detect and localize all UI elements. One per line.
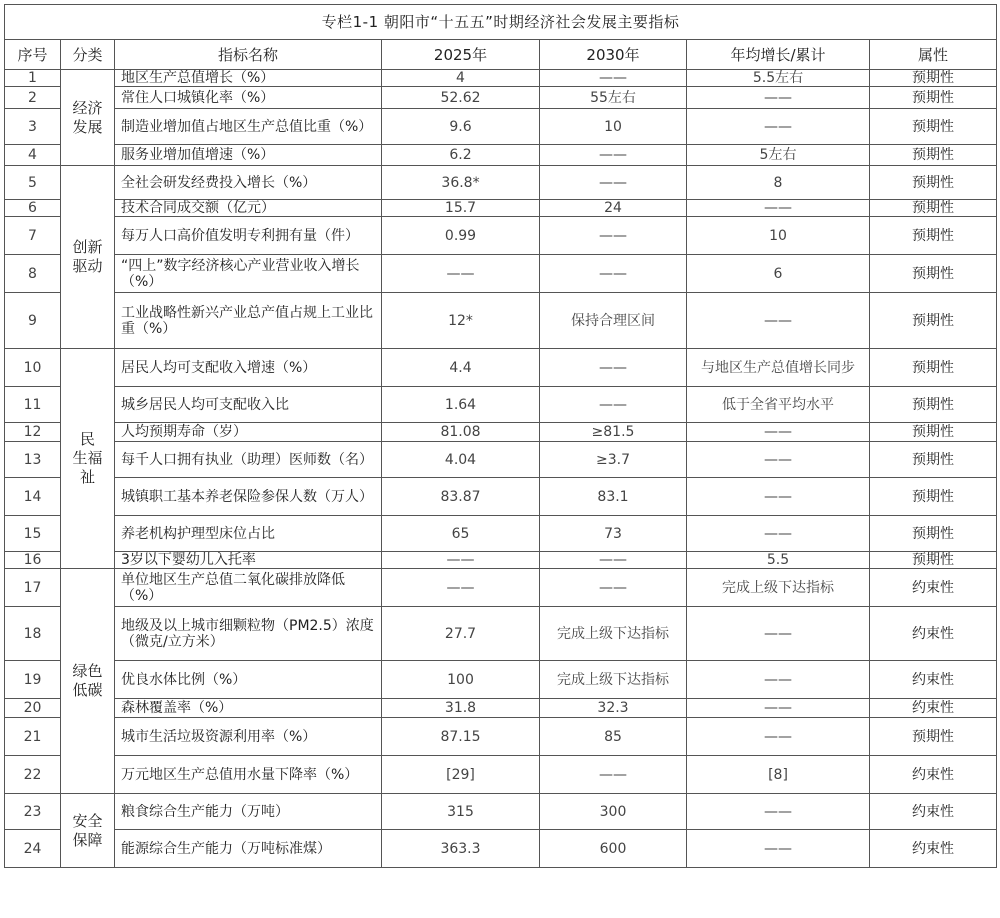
value-2025: 36.8* [382,166,540,200]
table-row [5,794,997,830]
value-2030: 24 [540,200,687,217]
attribute-value: 预期性 [870,217,997,255]
indicator-table [4,4,997,868]
row-seq: 6 [5,200,61,217]
row-seq: 20 [5,699,61,718]
attribute-value: 约束性 [870,607,997,661]
category-label: 经济发展 [72,98,103,136]
table-row [5,661,997,699]
value-2030: 83.1 [540,478,687,516]
row-seq: 4 [5,145,61,166]
value-2025: 12* [382,293,540,349]
growth-value: —— [687,423,870,442]
table-row [5,756,997,794]
value-2025: —— [382,569,540,607]
indicator-name: 3岁以下婴幼儿入托率 [115,552,382,569]
attribute-value: 预期性 [870,87,997,109]
value-2030: ≥81.5 [540,423,687,442]
row-seq: 24 [5,830,61,868]
value-2030: —— [540,70,687,87]
value-2025: 83.87 [382,478,540,516]
value-2025: 4.4 [382,349,540,387]
attribute-value: 预期性 [870,552,997,569]
row-seq: 13 [5,442,61,478]
value-2025: —— [382,255,540,293]
table-row [5,293,997,349]
growth-value: 完成上级下达指标 [687,569,870,607]
indicator-name: “四上”数字经济核心产业营业收入增长（%） [115,255,382,293]
attribute-value: 约束性 [870,794,997,830]
indicator-name: 城镇职工基本养老保险参保人数（万人） [115,478,382,516]
value-2030: 完成上级下达指标 [540,607,687,661]
header-2030: 2030年 [540,40,687,70]
row-seq: 15 [5,516,61,552]
indicator-name: 粮食综合生产能力（万吨） [115,794,382,830]
table-row [5,442,997,478]
table-row [5,699,997,718]
indicator-name: 全社会研发经费投入增长（%） [115,166,382,200]
value-2030: —— [540,217,687,255]
table-row [5,217,997,255]
attribute-value: 预期性 [870,293,997,349]
table-row [5,387,997,423]
growth-value: —— [687,699,870,718]
table-row [5,87,997,109]
value-2030: —— [540,255,687,293]
growth-value: —— [687,442,870,478]
value-2025: [29] [382,756,540,794]
growth-value: —— [687,293,870,349]
category-green [61,569,115,794]
value-2025: 81.08 [382,423,540,442]
table-row [5,607,997,661]
row-seq: 2 [5,87,61,109]
value-2030: 完成上级下达指标 [540,661,687,699]
category-label: 民 生福祉 [72,430,103,486]
table-row [5,255,997,293]
attribute-value: 预期性 [870,718,997,756]
attribute-value: 预期性 [870,423,997,442]
row-seq: 17 [5,569,61,607]
category-economy [61,70,115,166]
table-row [5,718,997,756]
value-2025: 27.7 [382,607,540,661]
row-seq: 22 [5,756,61,794]
title-row [5,5,997,40]
growth-value: —— [687,200,870,217]
value-2030: —— [540,569,687,607]
value-2030: 300 [540,794,687,830]
growth-value: —— [687,794,870,830]
indicator-name: 每千人口拥有执业（助理）医师数（名） [115,442,382,478]
table-row [5,569,997,607]
table-row [5,478,997,516]
indicator-name: 优良水体比例（%） [115,661,382,699]
header-seq: 序号 [5,40,61,70]
value-2025: 65 [382,516,540,552]
attribute-value: 预期性 [870,387,997,423]
attribute-value: 约束性 [870,661,997,699]
attribute-value: 预期性 [870,442,997,478]
value-2030: ≥3.7 [540,442,687,478]
growth-value: 6 [687,255,870,293]
row-seq: 3 [5,109,61,145]
attribute-value: 约束性 [870,830,997,868]
growth-value: 低于全省平均水平 [687,387,870,423]
attribute-value: 约束性 [870,756,997,794]
value-2025: 363.3 [382,830,540,868]
attribute-value: 约束性 [870,699,997,718]
value-2030: 10 [540,109,687,145]
indicator-name: 工业战略性新兴产业总产值占规上工业比重（%） [115,293,382,349]
value-2030: 32.3 [540,699,687,718]
value-2030: —— [540,166,687,200]
attribute-value: 预期性 [870,109,997,145]
value-2030: —— [540,552,687,569]
indicator-name: 城乡居民人均可支配收入比 [115,387,382,423]
category-label: 安全保障 [72,811,103,849]
indicator-name: 每万人口高价值发明专利拥有量（件） [115,217,382,255]
row-seq: 12 [5,423,61,442]
header-growth: 年均增长/累计 [687,40,870,70]
growth-value: —— [687,516,870,552]
value-2025: —— [382,552,540,569]
indicator-name: 养老机构护理型床位占比 [115,516,382,552]
value-2025: 6.2 [382,145,540,166]
growth-value: —— [687,478,870,516]
attribute-value: 约束性 [870,569,997,607]
attribute-value: 预期性 [870,516,997,552]
header-row [5,40,997,70]
value-2025: 87.15 [382,718,540,756]
table-row [5,516,997,552]
row-seq: 7 [5,217,61,255]
category-label: 创新驱动 [72,238,103,275]
growth-value: 与地区生产总值增长同步 [687,349,870,387]
indicator-name: 地级及以上城市细颗粒物（PM2.5）浓度（微克/立方米） [115,607,382,661]
table-row [5,70,997,87]
growth-value: —— [687,830,870,868]
header-2025: 2025年 [382,40,540,70]
row-seq: 21 [5,718,61,756]
attribute-value: 预期性 [870,478,997,516]
attribute-value: 预期性 [870,145,997,166]
indicator-name: 地区生产总值增长（%） [115,70,382,87]
value-2030: 保持合理区间 [540,293,687,349]
value-2025: 100 [382,661,540,699]
growth-value: [8] [687,756,870,794]
row-seq: 5 [5,166,61,200]
value-2025: 4.04 [382,442,540,478]
value-2030: —— [540,349,687,387]
attribute-value: 预期性 [870,70,997,87]
indicator-name: 森林覆盖率（%） [115,699,382,718]
row-seq: 18 [5,607,61,661]
row-seq: 8 [5,255,61,293]
table-row [5,166,997,200]
value-2025: 0.99 [382,217,540,255]
table-row [5,200,997,217]
category-security [61,794,115,868]
indicator-name: 单位地区生产总值二氧化碳排放降低（%） [115,569,382,607]
category-innovation [61,166,115,349]
table-title: 专栏1-1 朝阳市“十五五”时期经济社会发展主要指标 [5,5,997,40]
value-2025: 31.8 [382,699,540,718]
value-2030: —— [540,145,687,166]
growth-value: 8 [687,166,870,200]
row-seq: 14 [5,478,61,516]
table-row [5,145,997,166]
growth-value: —— [687,109,870,145]
value-2030: 85 [540,718,687,756]
table-row [5,349,997,387]
category-welfare [61,349,115,569]
table-row [5,109,997,145]
indicator-name: 万元地区生产总值用水量下降率（%） [115,756,382,794]
value-2025: 9.6 [382,109,540,145]
value-2030: —— [540,387,687,423]
indicator-name: 人均预期寿命（岁） [115,423,382,442]
value-2025: 52.62 [382,87,540,109]
row-seq: 19 [5,661,61,699]
indicator-name: 服务业增加值增速（%） [115,145,382,166]
row-seq: 1 [5,70,61,87]
row-seq: 10 [5,349,61,387]
value-2030: —— [540,756,687,794]
table-row [5,830,997,868]
attribute-value: 预期性 [870,200,997,217]
header-name: 指标名称 [115,40,382,70]
header-attribute: 属性 [870,40,997,70]
value-2030: 600 [540,830,687,868]
row-seq: 16 [5,552,61,569]
indicator-name: 常住人口城镇化率（%） [115,87,382,109]
value-2025: 15.7 [382,200,540,217]
row-seq: 11 [5,387,61,423]
indicator-name: 城市生活垃圾资源利用率（%） [115,718,382,756]
value-2025: 4 [382,70,540,87]
indicator-name: 居民人均可支配收入增速（%） [115,349,382,387]
growth-value: 10 [687,217,870,255]
indicator-table-container [4,4,996,868]
growth-value: —— [687,718,870,756]
growth-value: 5.5 [687,552,870,569]
growth-value: —— [687,661,870,699]
value-2025: 315 [382,794,540,830]
growth-value: —— [687,87,870,109]
growth-value: 5左右 [687,145,870,166]
header-category: 分类 [61,40,115,70]
attribute-value: 预期性 [870,255,997,293]
indicator-name: 技术合同成交额（亿元） [115,200,382,217]
row-seq: 9 [5,293,61,349]
growth-value: 5.5左右 [687,70,870,87]
indicator-name: 制造业增加值占地区生产总值比重（%） [115,109,382,145]
indicator-name: 能源综合生产能力（万吨标准煤） [115,830,382,868]
growth-value: —— [687,607,870,661]
table-row [5,423,997,442]
category-label: 绿色低碳 [72,662,103,699]
value-2030: 55左右 [540,87,687,109]
attribute-value: 预期性 [870,166,997,200]
table-row [5,552,997,569]
row-seq: 23 [5,794,61,830]
value-2025: 1.64 [382,387,540,423]
attribute-value: 预期性 [870,349,997,387]
value-2030: 73 [540,516,687,552]
